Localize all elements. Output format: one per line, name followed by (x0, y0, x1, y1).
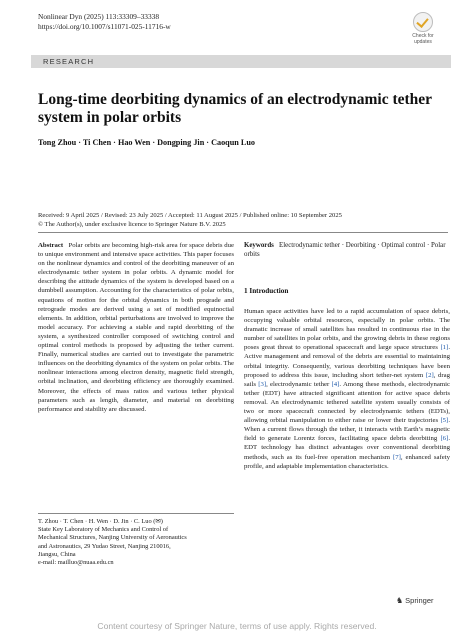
keywords-heading: Keywords (244, 242, 274, 249)
keywords-section (244, 241, 450, 260)
article-history (38, 211, 448, 229)
affiliation-divider (38, 513, 234, 514)
affiliation-line: State Key Laboratory of Mechanics and Control of (38, 526, 169, 534)
header-divider (38, 232, 448, 233)
affiliation-line: and Astronautics, 29 Yudao Street, Nanjing 210016, (38, 542, 171, 550)
introduction-text: Human space activities have led to a rapid accumulation of space debris, occupying valuable orbital resources, especially in polar orbits. The dramatic increase of small satellites has resulted in continuous rise in the number of satellites in polar orbits, and the growing debris in these regions poses great threat to operational spacecraft and large space structures [1]. Active management and removal of the debris are essential to maintaining orbital integrity. Consequently, various deorbiting techniques have been proposed to address this issue, including short tether-net system [2], drag sails [3], electrodynamic tether [4]. Among these methods, electrodynamic tether (EDT) have attracted significant attention for active space debris removal. An electrodynamic tethered satellite system usually consists of two or more spacecraft connected by electrodynamic tethers (EDTs), allowing orbital manipulation to either raise or lower their trajectories [5]. When a current flows through the tether, it interacts with Earth’s magnetic field to generate Lorentz forces, facilitating space debris deorbiting [6]. EDT technology has distinct advantages over conventional deorbiting methods, such as its fuel-free operation mechanism [7], enhanced safety profile, and adaptable implementation characteristics. (244, 308, 450, 470)
abstract-section (38, 241, 234, 414)
journal-citation: Nonlinear Dyn (2025) 113:33309–33338 (38, 12, 160, 21)
springer-horse-icon: ♞ (396, 596, 404, 605)
doi-link[interactable]: https://doi.org/10.1007/s11071-025-11716-w (38, 21, 171, 31)
citation-link[interactable]: [5] (440, 417, 449, 425)
affiliation-names: T. Zhou · T. Chen · H. Wen · D. Jin · C. Luo (✉) (38, 518, 163, 525)
introduction-heading: 1 Introduction (244, 287, 289, 295)
copyright-line: © The Author(s), under exclusive licence to Springer Nature B.V. 2025 (38, 221, 226, 228)
citation-link[interactable]: [6] (440, 435, 449, 443)
affiliation-line: Jiangsu, China (38, 550, 76, 558)
citation-link[interactable]: [1] (440, 344, 449, 352)
article-title: Long-time deorbiting dynamics of an electrodynamic tether system in polar orbits (38, 91, 432, 126)
citation-link[interactable]: [3] (258, 380, 267, 388)
affiliation-block (38, 518, 234, 567)
history-dates: Received: 9 April 2025 / Revised: 23 July 2025 / Accepted: 11 August 2025 / Published online: 10 September 2025 (38, 212, 342, 219)
keywords-text: Electrodynamic tether · Deorbiting · Optimal control · Polar orbits (244, 242, 446, 259)
citation-link[interactable]: [2] (425, 371, 434, 379)
citation-link[interactable]: [7] (392, 453, 401, 461)
check-updates-icon (413, 12, 433, 32)
check-for-updates-button[interactable] (403, 12, 443, 45)
article-type-banner: RESEARCH (31, 55, 451, 68)
check-updates-label: Check for updates (412, 33, 434, 45)
publisher-logo (396, 596, 434, 605)
author-list: Tong Zhou · Ti Chen · Hao Wen · Dongping Jin · Caoqun Luo (38, 138, 255, 147)
journal-header (38, 12, 171, 31)
abstract-heading: Abstract (38, 242, 64, 249)
affiliation-line: Mechanical Structures, Nanjing University of Aeronautics (38, 534, 187, 542)
publisher-name: Springer (405, 596, 434, 605)
citation-link[interactable]: [4] (331, 380, 340, 388)
abstract-text: Polar orbits are becoming high-risk area for space debris due to unique environment and intensive space activities. This paper focuses on the nonlinear dynamics and control of the deorbiting maneuver of an electrodynamic tether system in polar orbits. A dynamic model for describing the attitude dynamics of the system is developed based on a dumbbell assumption. Accounting for the characteristics of polar orbits, equations of motion for the orbital dynamics in both prograde and retrograde modes are derived using a set of modified equinoctial elements. In addition, orbital perturbations are involved to improve the model accuracy. For achieving a stable and rapid deorbiting of the system, a synthesized controller composed of switching control and optimal control methods is proposed by adjusting the tether current. Finally, numerical studies are carried out to investigate the parametric influences on the deorbiting dynamics of the system on polar orbits. The nonlinear interactions among electron density, magnetic field strength, orbital inclination, and deorbiting efficiency are thoroughly examined. Moreover, the effects of mass ratios and various tether physical parameters such as length, diameter, and material on deorbiting performance and stability are discussed. (38, 242, 234, 413)
courtesy-footer: Content courtesy of Springer Nature, terms of use apply. Rights reserved. (97, 621, 377, 631)
author-email[interactable]: e-mail: mailluo@nuaa.edu.cn (38, 559, 114, 567)
